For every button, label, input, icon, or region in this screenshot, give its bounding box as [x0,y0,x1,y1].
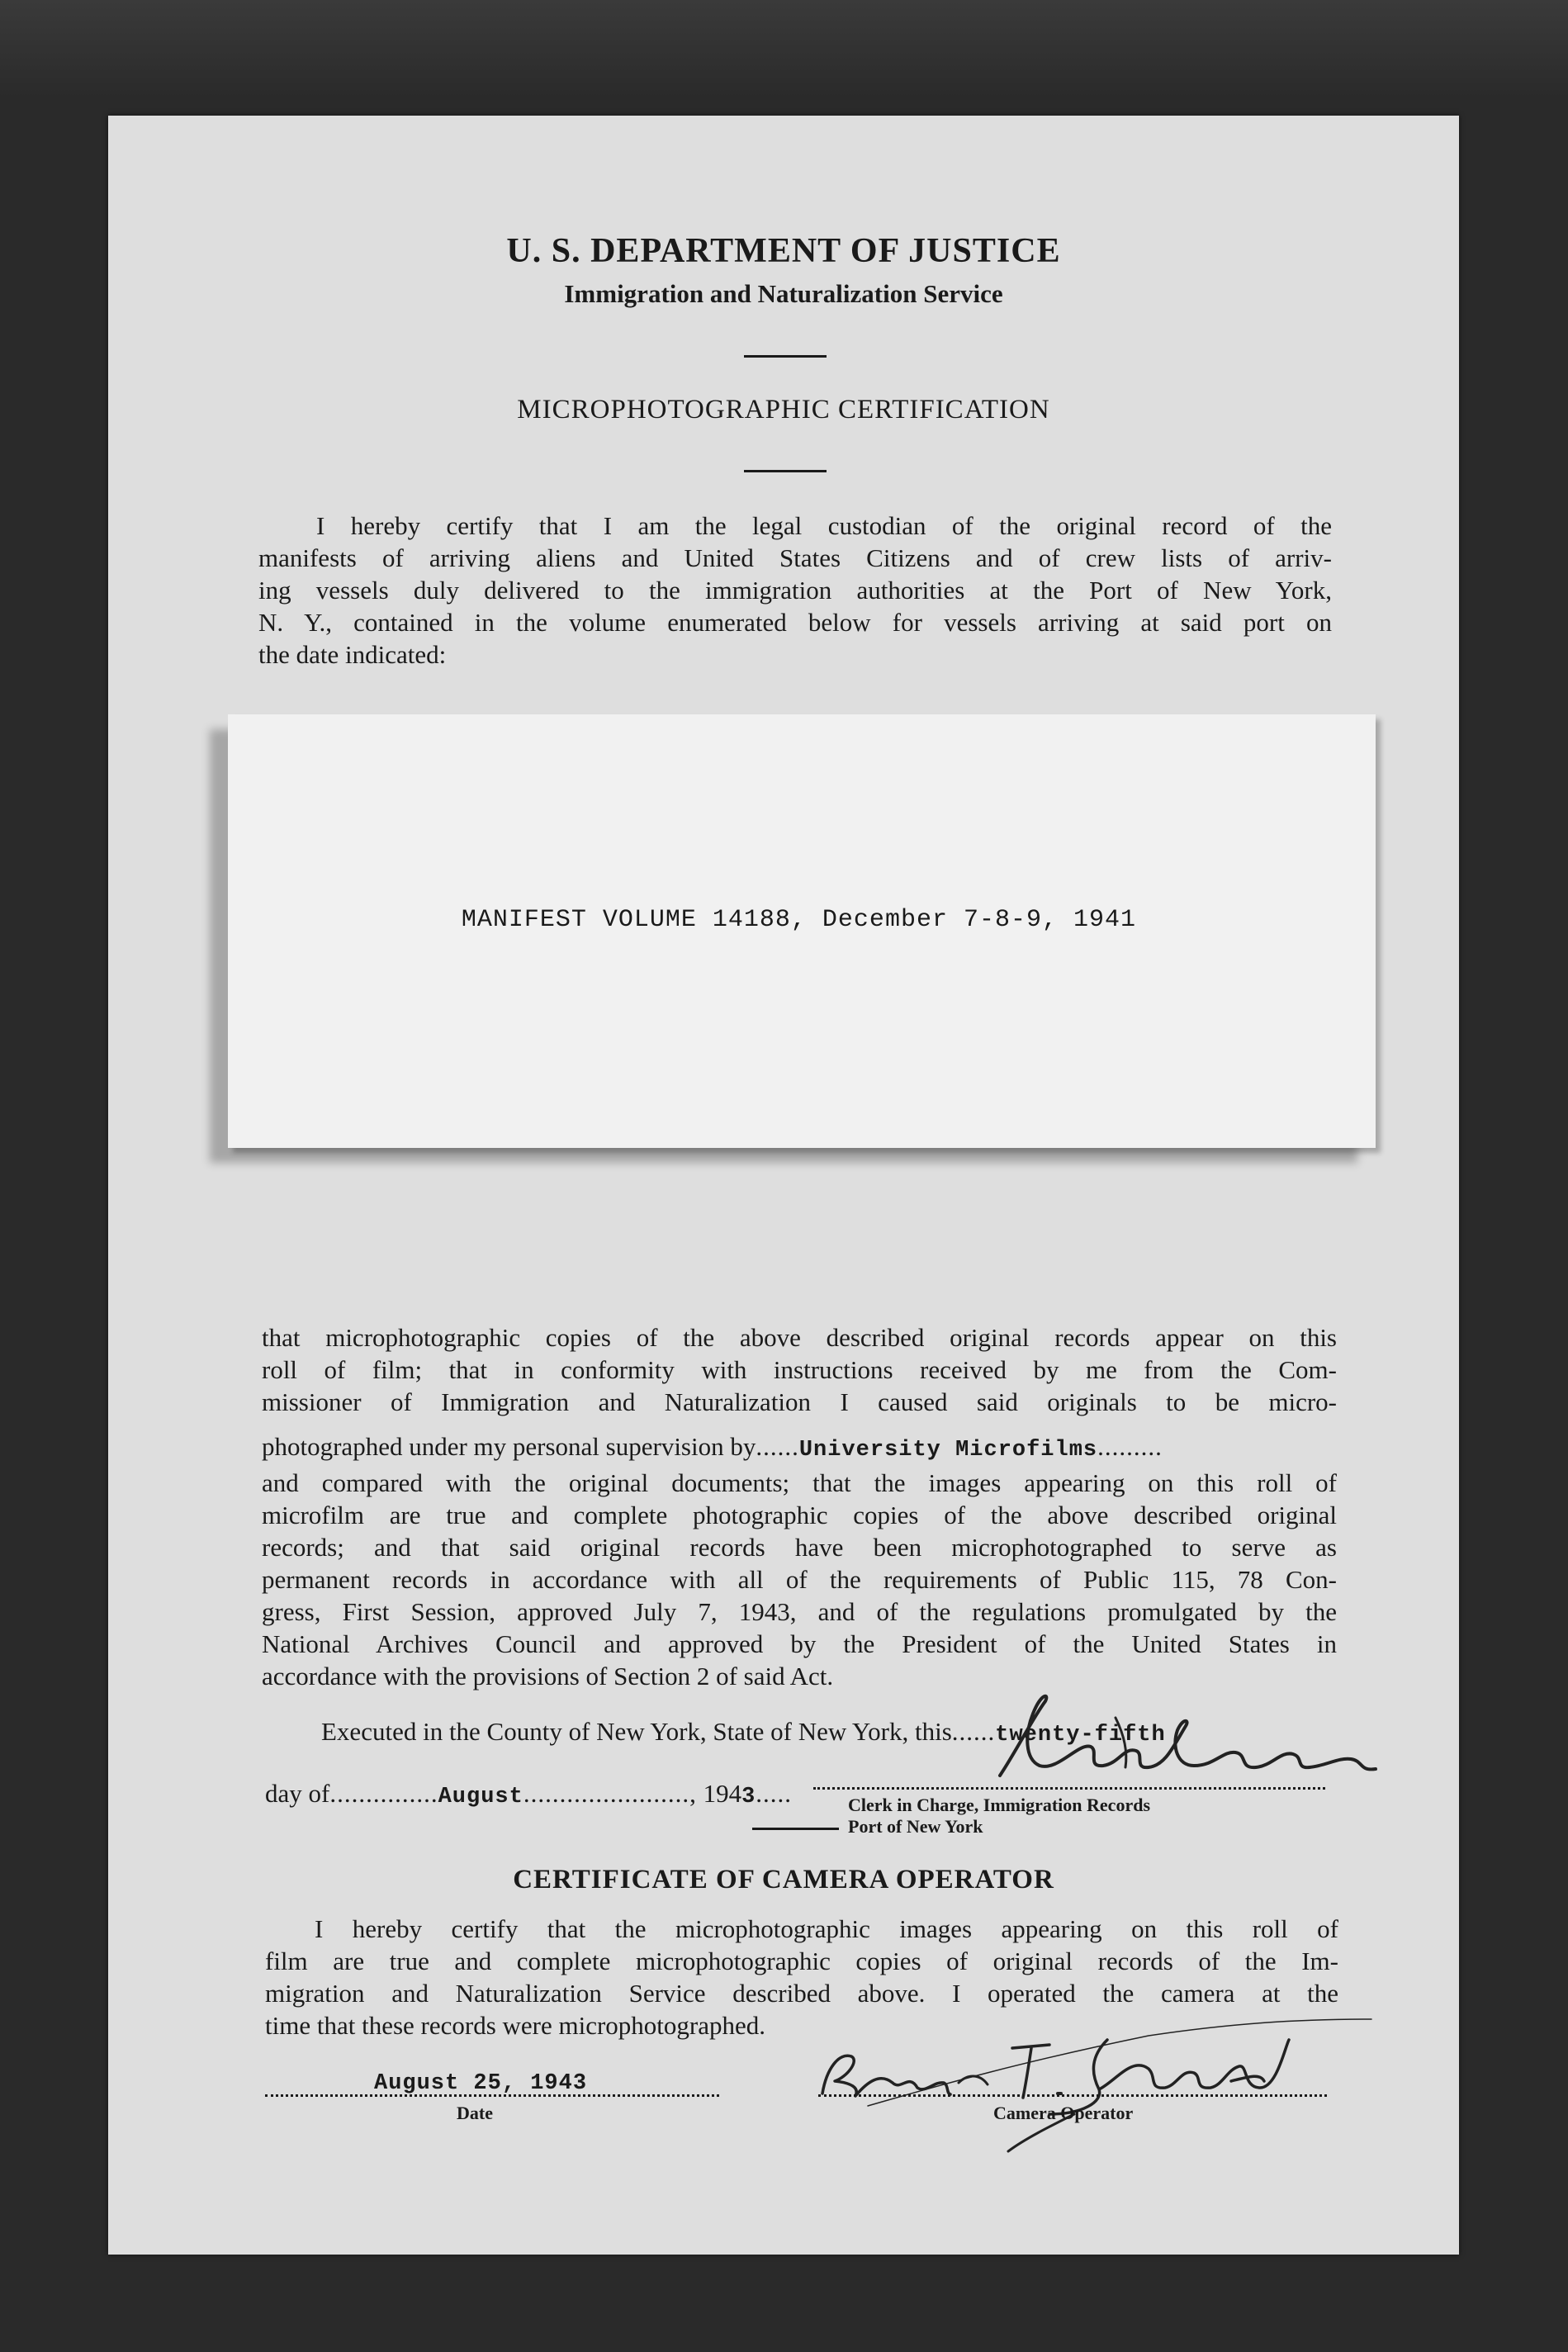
certificate-page [108,116,1459,2255]
paragraph-line: gress, First Session, approved July 7, 1943, and of the regulations promulgated by the [262,1597,1337,1626]
paragraph-line: the date indicated: [258,640,447,669]
camera-operator-label: Camera Operator [993,2103,1134,2123]
paragraph-line: records; and that said original records have been microphotographed to serve as [262,1533,1337,1562]
dot-leader: ..... [756,1779,793,1808]
certification-title: MICROPHOTOGRAPHIC CERTIFICATION [517,395,1050,424]
year-prefix: 194 [703,1779,742,1808]
camera-certificate-title: CERTIFICATE OF CAMERA OPERATOR [513,1865,1054,1894]
date-label: Date [457,2103,493,2123]
department-heading: U. S. DEPARTMENT OF JUSTICE [506,232,1061,270]
paragraph-line: migration and Naturalization Service described above. I operated the camera at the [265,1979,1338,2008]
clerk-port: Port of New York [848,1816,983,1837]
paragraph-line: I hereby certify that the microphotographic images appearing on this roll of [315,1914,1338,1943]
paragraph-line: ing vessels duly delivered to the immigration authorities at the Port of New York, [258,576,1332,605]
paragraph-line: missioner of Immigration and Naturalization I caused said originals to be micro- [262,1387,1337,1416]
dot-leader: ...... [756,1432,799,1461]
paragraph-line: microfilm are true and complete photographic copies of the above described original [262,1501,1337,1529]
camera-operator-signature [802,1990,1396,2155]
execution-year-digit: 3 [741,1785,756,1809]
paragraph-line: National Archives Council and approved by the President of the United States in [262,1629,1337,1658]
paragraph-line: manifests of arriving aliens and United States Citizens and of crew lists of arriv- [258,543,1332,572]
divider [744,470,827,472]
paragraph-line: time that these records were microphotographed. [265,2011,765,2040]
dot-leader: ......................., [523,1779,697,1808]
manifest-card [228,714,1376,1148]
signature-line [813,1787,1325,1790]
clerk-signature [901,1668,1429,1792]
paragraph-line: that microphotographic copies of the above described original records appear on this [262,1323,1337,1352]
operator-signature-line [818,2094,1327,2097]
divider [752,1828,839,1830]
dot-leader: ............... [329,1779,438,1808]
dot-leader: ...... [951,1717,996,1746]
paragraph-line: N. Y., contained in the volume enumerated below for vessels arriving at said port on [258,608,1332,637]
clerk-title: Clerk in Charge, Immigration Records [848,1795,1151,1815]
supervision-prefix: photographed under my personal supervision by [262,1432,756,1461]
body-paragraph [262,1321,1337,1692]
camera-date-value: August 25, 1943 [374,2071,588,2096]
manifest-volume-label: MANIFEST VOLUME 14188, December 7-8-9, 1941 [461,906,1136,934]
service-subheading: Immigration and Naturalization Service [564,279,1003,308]
film-border [0,0,1568,99]
paragraph-line: accordance with the provisions of Section 2 of said Act. [262,1662,834,1690]
date-line [265,2094,719,2097]
execution-day: twenty-fifth [995,1723,1166,1747]
day-of-line [265,1777,792,1814]
executed-prefix: Executed in the County of New York, State of New York, this [321,1717,952,1746]
supervision-line [262,1430,1337,1467]
execution-month: August [438,1785,523,1809]
paragraph-line: I hereby certify that I am the legal custodian of the original record of the [316,511,1332,540]
intro-paragraph [258,510,1332,671]
day-of-label: day of [265,1779,330,1808]
paragraph-line: roll of film; that in conformity with instructions received by me from the Com- [262,1355,1337,1384]
supervisor-name: University Microfilms [798,1438,1098,1463]
paragraph-line: film are true and complete microphotographic copies of original records of the Im- [265,1947,1338,1975]
dot-leader: ......... [1097,1432,1163,1461]
paragraph-line: permanent records in accordance with all of the requirements of Public 115, 78 Con- [262,1565,1337,1594]
divider [744,355,827,358]
paragraph-line: and compared with the original documents; that the images appearing on this roll of [262,1468,1337,1497]
